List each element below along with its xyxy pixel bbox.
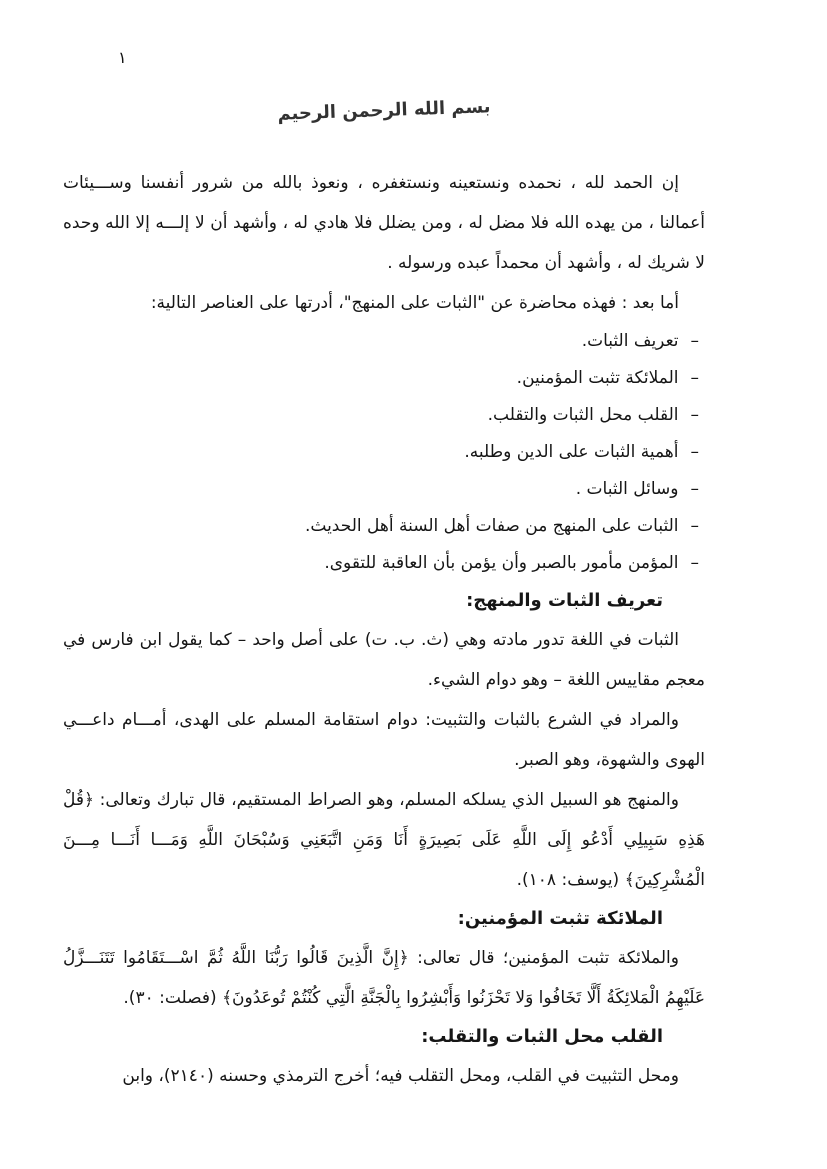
outline-item <box>63 434 699 471</box>
dash-bullet: – <box>690 368 699 388</box>
section-paragraph-with-quran-verse: والملائكة تثبت المؤمنين؛ قال تعالى: ﴿إِنَّ الَّذِينَ قَالُوا رَبُّنَا اللَّهُ ثُمَّ اسْـــتَقَامُوا تَتَنَـــزَّلُ عَلَيْهِمُ الْمَلائِكَةُ أَلَّا تَخَافُوا وَلا تَحْزَنُوا وَأَبْشِرُوا بِالْجَنَّةِ الَّتِي كُنْتُمْ تُوعَدُونَ﴾ (فصلت: ٣٠). <box>63 948 705 1008</box>
khutbah-paragraph: إن الحمد لله ، نحمده ونستعينه ونستغفره ، ونعوذ بالله من شرور أنفسنا وســـيئات أعمالنا ، من يهده الله فلا مضل له ، ومن يضلل فلا هادي له ، وأشهد أن لا إلـــه إلا الله وحده لا شريك له ، وأشهد أن محمداً عبده ورسوله . <box>63 173 705 273</box>
section-heading-heart: القلب محل الثبات والتقلب: <box>421 1026 663 1047</box>
outline-item-label: وسائل الثبات . <box>575 479 679 499</box>
section-paragraph-with-quran-verse: والمنهج هو السبيل الذي يسلكه المسلم، وهو الصراط المستقيم، قال تبارك وتعالى: ﴿قُلْ هَذِهِ سَبِيلِي أَدْعُو إِلَى اللَّهِ عَلَى بَصِيرَةٍ أَنَا وَمَنِ اتَّبَعَنِي وَسُبْحَانَ اللَّهِ وَمَـــا أَنَـــا مِـــنَ الْمُشْرِكِينَ﴾ (يوسف: ١٠٨). <box>63 790 705 890</box>
page-number: ١ <box>118 48 127 67</box>
document-body <box>63 163 705 1096</box>
outline-item <box>63 323 699 360</box>
section-heading-definition: تعريف الثبات والمنهج: <box>466 590 663 611</box>
outline-item-label: الثبات على المنهج من صفات أهل السنة أهل الحديث. <box>304 516 679 536</box>
section-paragraph: الثبات في اللغة تدور مادته وهي (ث. ب. ت) على أصل واحد – كما يقول ابن فارس في معجم مقاييس اللغة – وهو دوام الشيء. <box>63 630 705 690</box>
dash-bullet: – <box>690 405 699 425</box>
outline-item-label: المؤمن مأمور بالصبر وأن يؤمن بأن العاقبة للتقوى. <box>324 553 679 573</box>
outline-item-label: أهمية الثبات على الدين وطلبه. <box>464 442 679 462</box>
outline-item <box>63 360 699 397</box>
outline-item <box>63 471 699 508</box>
dash-bullet: – <box>690 331 699 351</box>
section-paragraph: والمراد في الشرع بالثبات والتثبيت: دوام استقامة المسلم على الهدى، أمـــام داعـــي الهوى والشهوة، وهو الصبر. <box>63 710 705 770</box>
outline-item <box>63 545 699 582</box>
intro-paragraph: أما بعد : فهذه محاضرة عن "الثبات على المنهج"، أدرتها على العناصر التالية: <box>150 293 679 313</box>
dash-bullet: – <box>690 479 699 499</box>
outline-item-label: القلب محل الثبات والتقلب. <box>487 405 679 425</box>
outline-item <box>63 397 699 434</box>
dash-bullet: – <box>690 442 699 462</box>
dash-bullet: – <box>690 516 699 536</box>
dash-bullet: – <box>690 553 699 573</box>
outline-item-label: تعريف الثبات. <box>581 331 679 351</box>
outline-item-label: الملائكة تثبت المؤمنين. <box>516 368 679 388</box>
outline-list <box>63 323 705 582</box>
section-paragraph: ومحل التثبيت في القلب، ومحل التقلب فيه؛ أخرج الترمذي وحسنه (٢١٤٠)، وابن <box>122 1066 679 1086</box>
section-heading-angels: الملائكة تثبت المؤمنين: <box>457 908 663 929</box>
outline-item <box>63 508 699 545</box>
basmala-calligraphy: بسم الله الرحمن الرحيم <box>277 96 491 125</box>
